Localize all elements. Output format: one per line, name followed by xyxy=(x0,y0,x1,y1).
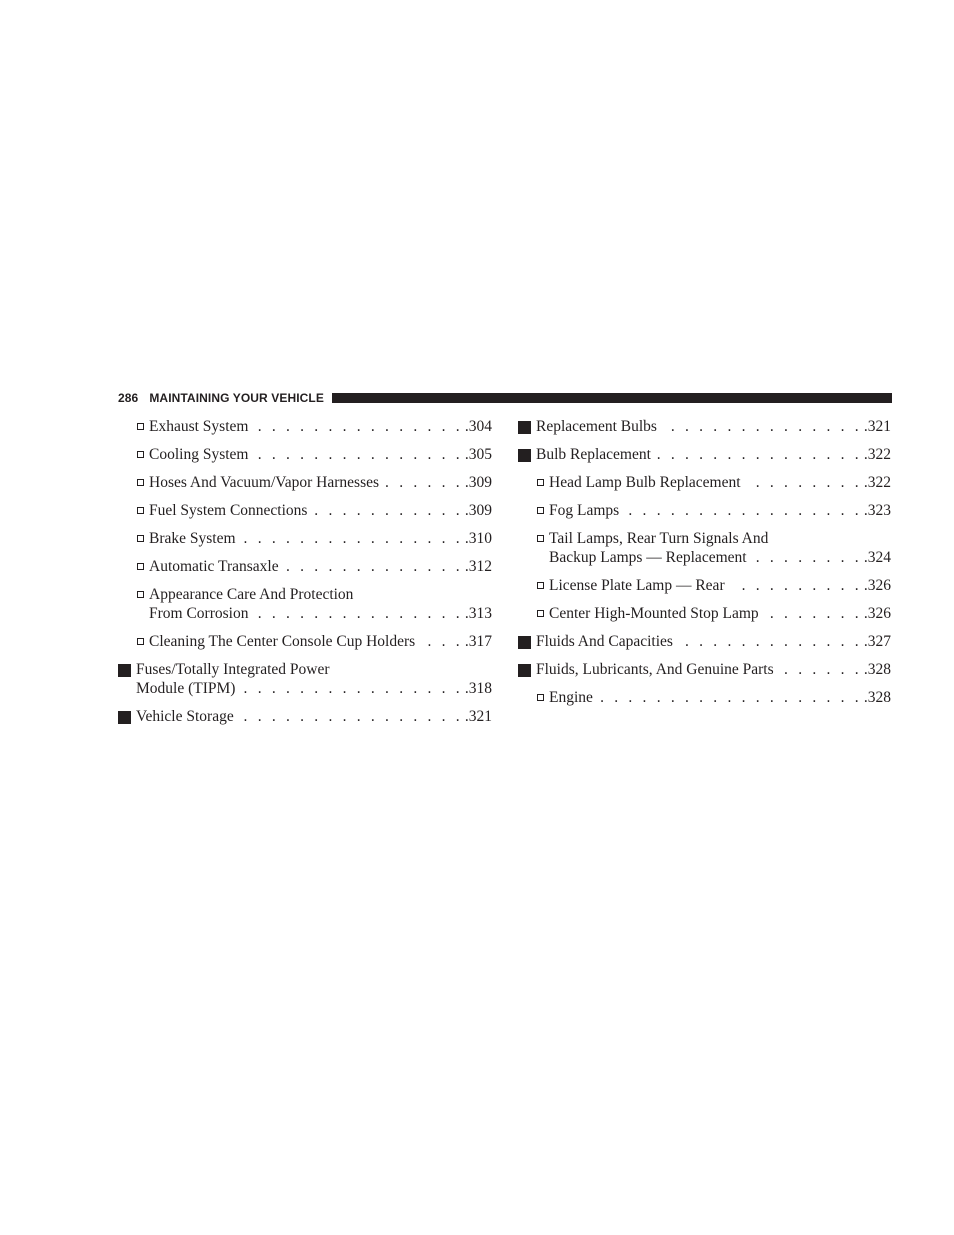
toc-entry-title: Vehicle Storage xyxy=(136,708,234,725)
toc-entry[interactable] xyxy=(518,660,891,679)
toc-entry-title: Automatic Transaxle xyxy=(149,558,279,575)
dot-leader xyxy=(313,501,462,520)
dot-leader xyxy=(241,679,462,698)
toc-entry[interactable] xyxy=(518,688,891,707)
toc-entry-title: Backup Lamps — Replacement xyxy=(549,549,747,566)
toc-entry-title: Center High-Mounted Stop Lamp xyxy=(549,605,759,622)
dot-leader xyxy=(242,529,463,548)
toc-entry[interactable] xyxy=(118,585,492,623)
toc-entry-page-number: .321 xyxy=(863,418,891,435)
dot-leader xyxy=(657,445,862,464)
toc-entry-page-number: .309 xyxy=(464,474,492,491)
dot-leader xyxy=(747,473,862,492)
toc-entry-page-number: .324 xyxy=(863,549,891,566)
hollow-square-bullet-icon xyxy=(537,582,544,589)
filled-square-bullet-icon xyxy=(518,449,531,462)
dot-leader xyxy=(421,632,463,651)
toc-entry-title: Bulb Replacement xyxy=(536,446,651,463)
dot-leader xyxy=(625,501,862,520)
toc-entry-page-number: .309 xyxy=(464,502,492,519)
toc-entry-page-number: .323 xyxy=(863,502,891,519)
filled-square-bullet-icon xyxy=(518,664,531,677)
toc-entry-title: Fuel System Connections xyxy=(149,502,308,519)
toc-entry[interactable] xyxy=(518,604,891,623)
dot-leader xyxy=(599,688,862,707)
toc-entry-title: Fog Lamps xyxy=(549,502,620,519)
toc-entry-title: Engine xyxy=(549,689,593,706)
toc-entry-title-line: Appearance Care And Protection xyxy=(149,586,354,603)
toc-entry[interactable] xyxy=(118,660,492,698)
dot-leader xyxy=(385,473,463,492)
toc-entry-page-number: .322 xyxy=(863,446,891,463)
toc-entry[interactable] xyxy=(518,445,891,464)
filled-square-bullet-icon xyxy=(118,711,131,724)
hollow-square-bullet-icon xyxy=(137,507,144,514)
toc-entry-page-number: .326 xyxy=(863,577,891,594)
toc-entry-page-number: .328 xyxy=(863,661,891,678)
hollow-square-bullet-icon xyxy=(537,507,544,514)
toc-entry-title-line: Fuses/Totally Integrated Power xyxy=(136,661,330,678)
toc-entry-title: Cooling System xyxy=(149,446,249,463)
toc-entry-title: Fluids, Lubricants, And Genuine Parts xyxy=(536,661,774,678)
toc-entry-page-number: .322 xyxy=(863,474,891,491)
toc-entry-title: From Corrosion xyxy=(149,605,249,622)
toc-entry[interactable] xyxy=(118,501,492,520)
toc-right-column xyxy=(518,417,891,716)
dot-leader xyxy=(240,707,463,726)
section-title: MAINTAINING YOUR VEHICLE xyxy=(149,391,324,405)
dot-leader xyxy=(679,632,862,651)
header-rule-bar xyxy=(332,393,892,403)
dot-leader xyxy=(780,660,862,679)
dot-leader xyxy=(254,417,462,436)
toc-entry[interactable] xyxy=(518,576,891,595)
toc-entry-page-number: .313 xyxy=(464,605,492,622)
toc-entry[interactable] xyxy=(518,501,891,520)
hollow-square-bullet-icon xyxy=(137,638,144,645)
toc-entry-title: Hoses And Vacuum/Vapor Harnesses xyxy=(149,474,380,491)
toc-entry[interactable] xyxy=(118,632,492,651)
toc-entry[interactable] xyxy=(118,529,492,548)
toc-entry-title: License Plate Lamp — Rear xyxy=(549,577,725,594)
toc-entry[interactable] xyxy=(118,473,492,492)
toc-entry-title: Exhaust System xyxy=(149,418,249,435)
toc-entry-page-number: .304 xyxy=(464,418,492,435)
toc-entry[interactable] xyxy=(118,417,492,436)
toc-entry-page-number: .305 xyxy=(464,446,492,463)
toc-entry[interactable] xyxy=(118,557,492,576)
dot-leader xyxy=(663,417,862,436)
filled-square-bullet-icon xyxy=(518,636,531,649)
toc-entry-page-number: .328 xyxy=(863,689,891,706)
filled-square-bullet-icon xyxy=(118,664,131,677)
toc-entry[interactable] xyxy=(118,445,492,464)
dot-leader xyxy=(731,576,862,595)
toc-entry-title: Cleaning The Center Console Cup Holders xyxy=(149,633,416,650)
toc-entry[interactable] xyxy=(518,632,891,651)
filled-square-bullet-icon xyxy=(518,421,531,434)
toc-entry[interactable] xyxy=(118,707,492,726)
toc-entry[interactable] xyxy=(518,529,891,567)
dot-leader xyxy=(765,604,862,623)
hollow-square-bullet-icon xyxy=(537,610,544,617)
hollow-square-bullet-icon xyxy=(137,423,144,430)
toc-entry-page-number: .318 xyxy=(464,680,492,697)
hollow-square-bullet-icon xyxy=(537,479,544,486)
hollow-square-bullet-icon xyxy=(137,451,144,458)
dot-leader xyxy=(254,445,462,464)
hollow-square-bullet-icon xyxy=(137,535,144,542)
toc-entry-page-number: .326 xyxy=(863,605,891,622)
hollow-square-bullet-icon xyxy=(537,535,544,542)
toc-entry[interactable] xyxy=(518,473,891,492)
toc-entry-page-number: .321 xyxy=(464,708,492,725)
hollow-square-bullet-icon xyxy=(137,591,144,598)
hollow-square-bullet-icon xyxy=(537,694,544,701)
hollow-square-bullet-icon xyxy=(137,563,144,570)
toc-entry-page-number: .317 xyxy=(464,633,492,650)
toc-entry-title: Fluids And Capacities xyxy=(536,633,673,650)
toc-entry-page-number: .312 xyxy=(464,558,492,575)
hollow-square-bullet-icon xyxy=(137,479,144,486)
toc-entry[interactable] xyxy=(518,417,891,436)
toc-entry-title: Module (TIPM) xyxy=(136,680,236,697)
page-number: 286 xyxy=(118,391,139,405)
dot-leader xyxy=(753,548,862,567)
page-header xyxy=(118,389,892,407)
toc-entry-page-number: .327 xyxy=(863,633,891,650)
toc-entry-title-line: Tail Lamps, Rear Turn Signals And xyxy=(549,530,769,547)
dot-leader xyxy=(254,604,462,623)
dot-leader xyxy=(285,557,463,576)
toc-entry-title: Replacement Bulbs xyxy=(536,418,657,435)
toc-entry-title: Brake System xyxy=(149,530,236,547)
toc-entry-title: Head Lamp Bulb Replacement xyxy=(549,474,741,491)
toc-left-column xyxy=(118,417,492,735)
toc-entry-page-number: .310 xyxy=(464,530,492,547)
